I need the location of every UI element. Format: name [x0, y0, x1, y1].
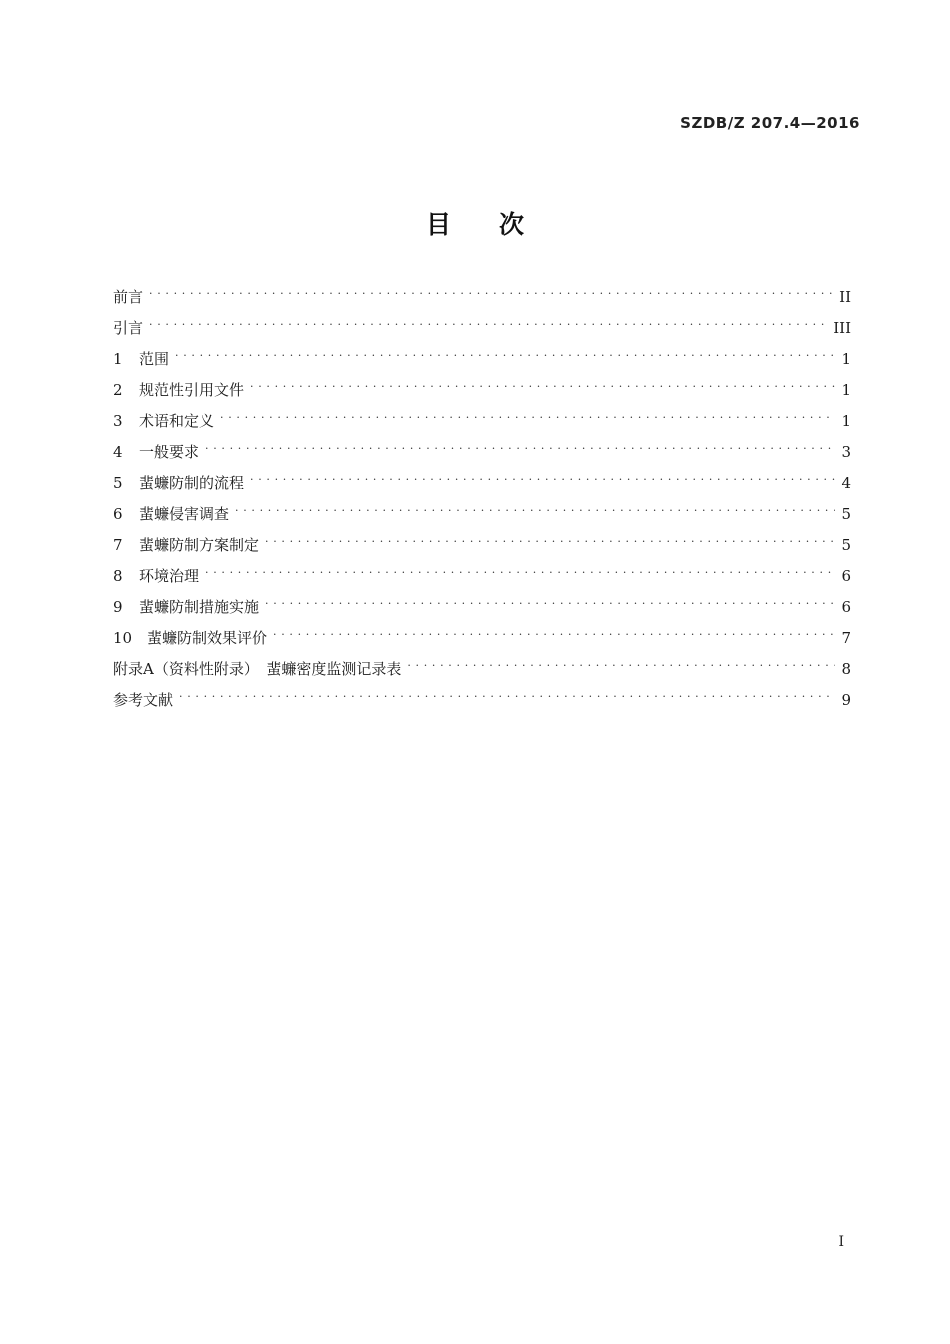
toc-entry[interactable] — [113, 317, 851, 348]
toc-entry-label: 参考文献 — [113, 691, 174, 709]
dot-leader — [273, 628, 835, 643]
toc-entry[interactable] — [113, 441, 851, 472]
toc-entry-page: II — [839, 288, 851, 306]
dot-leader — [149, 287, 833, 302]
toc-entry-number: 5 — [113, 474, 123, 492]
standard-code: SZDB/Z 207.4—2016 — [680, 114, 860, 132]
toc-entry[interactable] — [113, 472, 851, 503]
toc-entry-number: 7 — [113, 536, 123, 554]
toc-entry[interactable] — [113, 565, 851, 596]
toc-entry-page: 5 — [841, 536, 851, 554]
toc-entry-number: 10 — [113, 629, 133, 647]
dot-leader — [265, 535, 835, 550]
toc-entry-label: 引言 — [113, 319, 144, 337]
toc-entry[interactable] — [113, 410, 851, 441]
toc-entry-page: 4 — [841, 474, 851, 492]
table-of-contents — [113, 286, 851, 720]
toc-entry-label: 蜚蠊防制措施实施 — [139, 598, 260, 616]
toc-entry[interactable] — [113, 503, 851, 534]
toc-entry-label: 范围 — [139, 350, 170, 368]
toc-entry-label: 蜚蠊侵害调查 — [139, 505, 230, 523]
toc-entry-label: 环境治理 — [139, 567, 200, 585]
toc-entry-label: 附录A（资料性附录） 蜚蠊密度监测记录表 — [113, 660, 402, 678]
toc-entry[interactable] — [113, 534, 851, 565]
toc-entry[interactable] — [113, 596, 851, 627]
toc-entry-label: 前言 — [113, 288, 144, 306]
toc-entry-page: 6 — [841, 567, 851, 585]
dot-leader — [179, 690, 835, 705]
toc-entry-number: 3 — [113, 412, 123, 430]
dot-leader — [235, 504, 835, 519]
toc-entry[interactable] — [113, 379, 851, 410]
dot-leader — [149, 318, 827, 333]
toc-entry-number: 4 — [113, 443, 123, 461]
toc-entry-label: 术语和定义 — [139, 412, 215, 430]
toc-entry[interactable] — [113, 348, 851, 379]
toc-entry-page: 1 — [841, 412, 851, 430]
toc-entry-label: 蜚蠊防制效果评价 — [147, 629, 268, 647]
dot-leader — [250, 473, 835, 488]
toc-entry[interactable] — [113, 689, 851, 720]
toc-entry-page: III — [833, 319, 851, 337]
dot-leader — [205, 442, 835, 457]
toc-entry-page: 3 — [841, 443, 851, 461]
toc-entry-page: 1 — [841, 381, 851, 399]
toc-entry-label: 蜚蠊防制方案制定 — [139, 536, 260, 554]
toc-entry-number: 6 — [113, 505, 123, 523]
toc-entry-page: 6 — [841, 598, 851, 616]
toc-entry-number: 1 — [113, 350, 123, 368]
toc-entry-number: 9 — [113, 598, 123, 616]
dot-leader — [205, 566, 835, 581]
dot-leader — [175, 349, 835, 364]
toc-entry-page: 5 — [841, 505, 851, 523]
toc-entry[interactable] — [113, 286, 851, 317]
toc-entry-label: 一般要求 — [139, 443, 200, 461]
page-title: 目次 — [425, 210, 572, 239]
toc-entry-label: 蜚蠊防制的流程 — [139, 474, 245, 492]
dot-leader — [220, 411, 835, 426]
page-number: I — [838, 1234, 844, 1250]
dot-leader — [265, 597, 835, 612]
toc-entry-page: 1 — [841, 350, 851, 368]
toc-entry-number: 2 — [113, 381, 123, 399]
dot-leader — [250, 380, 835, 395]
dot-leader — [407, 659, 835, 674]
toc-entry[interactable] — [113, 627, 851, 658]
toc-entry-page: 7 — [841, 629, 851, 647]
toc-entry[interactable] — [113, 658, 851, 689]
toc-entry-page: 8 — [841, 660, 851, 678]
toc-entry-label: 规范性引用文件 — [139, 381, 245, 399]
toc-entry-number: 8 — [113, 567, 123, 585]
toc-entry-page: 9 — [841, 691, 851, 709]
